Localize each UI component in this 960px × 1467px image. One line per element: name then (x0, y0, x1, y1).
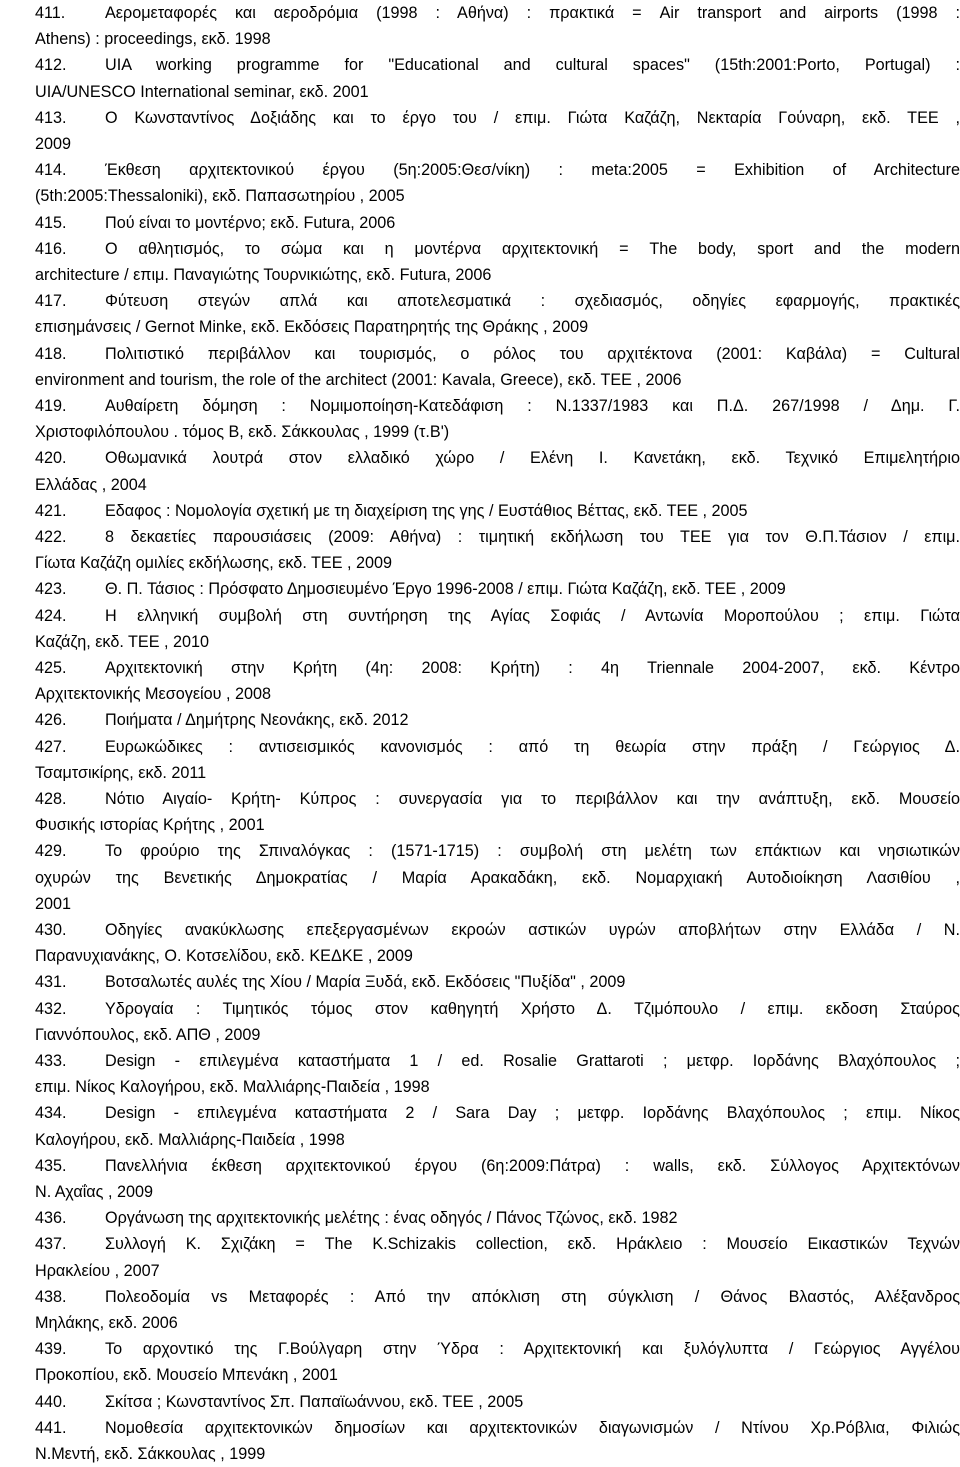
entry-number: 413. (35, 108, 67, 127)
entry-line (0, 341, 960, 367)
entry-line (0, 367, 960, 393)
entry-text: Ο Κωνσταντίνος Δοξιάδης και το έργο του / επιμ. Γιώτα Καζάζη, Νεκταρία Γούναρη, εκδ. ΤΕΕ , (105, 108, 960, 127)
entry-text: Η ελληνική συμβολή στη συντήρηση της Αγίας Σοφιάς / Αντωνία Μοροπούλου ; επιμ. Γιώτα (105, 606, 960, 625)
entry-text: Ελλάδας , 2004 (35, 475, 147, 494)
entry-number: 429. (35, 842, 67, 861)
entry-text: Αρχιτεκτονική στην Κρήτη (4η: 2008: Κρήτη) : 4η Triennale 2004-2007, εκδ. Κέντρο (105, 659, 960, 677)
entry-text: Ο αθλητισμός, το σώμα και η μοντέρνα αρχιτεκτονική = The body, sport and the modern (105, 239, 960, 258)
entry-line (0, 681, 960, 707)
entry-number: 435. (35, 1156, 67, 1175)
entry-text: Παρανυχιανάκης, Ο. Κοτσελίδου, εκδ. ΚΕΔΚΕ , 2009 (35, 947, 413, 966)
entry-number: 419. (35, 397, 67, 415)
entry-line (0, 288, 960, 314)
entry-text: Θ. Π. Τάσιος : Πρόσφατο Δημοσιευμένο Έργο 1996-2008 / επιμ. Γιώτα Καζάζη, εκδ. ΤΕΕ , 2009 (105, 580, 786, 599)
entry-line (0, 1205, 960, 1231)
entry-line (0, 943, 960, 969)
entry-text: Νομοθεσία αρχιτεκτονικών δημοσίων και αρχιτεκτονικών διαγωνισμών / Ντίνου Χρ.Ρόβλια, Φιλιώς (105, 1418, 960, 1437)
entry-text: Μηλάκης, εκδ. 2006 (35, 1314, 178, 1332)
entry-number: 423. (35, 580, 67, 599)
entry-line (0, 445, 960, 471)
entry-number: 434. (35, 1104, 67, 1123)
entry-text: 8 δεκαετίες παρουσιάσεις (2009: Αθήνα) : τιμητική εκδήλωση του ΤΕΕ για τον Θ.Π.Τάσιον / επιμ. (105, 528, 960, 546)
entry-line (0, 917, 960, 943)
entry-number: 424. (35, 606, 67, 625)
entry-number: 441. (35, 1418, 67, 1437)
entry-line (0, 1310, 960, 1336)
entry-number: 415. (35, 213, 67, 232)
entry-line (0, 576, 960, 602)
entry-line (0, 603, 960, 629)
entry-line (0, 1284, 960, 1310)
entry-number: 411. (35, 4, 66, 22)
entry-number: 416. (35, 239, 67, 258)
entry-text: Σκίτσα ; Κωνσταντίνος Σπ. Παπαϊωάννου, εκδ. ΤΕΕ , 2005 (105, 1392, 524, 1411)
entry-number: 433. (35, 1052, 67, 1070)
entry-text: Athens) : proceedings, εκδ. 1998 (35, 30, 271, 49)
entry-text: Το φρούριο της Σπιναλόγκας : (1571-1715) : συμβολή στη μελέτη των επάκτιων και νησιωτικών (105, 842, 960, 861)
entry-line (0, 183, 960, 209)
entry-line (0, 996, 960, 1022)
entry-line (0, 524, 960, 550)
entry-text: Καζάζη, εκδ. ΤΕΕ , 2010 (35, 632, 210, 651)
entry-line (0, 1153, 960, 1179)
entry-line (0, 1074, 960, 1100)
entry-line (0, 760, 960, 786)
entry-line (0, 865, 960, 891)
entry-text: Βοτσαλωτές αυλές της Χίου / Μαρία Ξυδά, εκδ. Εκδόσεις "Πυξίδα" , 2009 (105, 973, 626, 992)
entry-text: Καλογήρου, εκδ. Μαλλιάρης-Παιδεία , 1998 (35, 1130, 345, 1149)
entry-text: UIA working programme for "Educational and cultural spaces" (15th:2001:Porto, Portugal) : (105, 56, 960, 75)
entry-line (0, 1441, 960, 1467)
entry-number: 425. (35, 659, 67, 677)
entry-text: επιμ. Νίκος Καλογήρου, εκδ. Μαλλιάρης-Παιδεία , 1998 (35, 1078, 430, 1097)
entry-text: Φυσικής ιστορίας Κρήτης , 2001 (35, 816, 265, 835)
entry-number: 430. (35, 921, 67, 939)
entry-line (0, 1022, 960, 1048)
entry-text: Πολεοδομία vs Μεταφορές : Από την απόκλιση στη σύγκλιση / Θάνος Βλαστός, Αλέξανδρος (105, 1287, 960, 1306)
entry-text: Design - επιλεγμένα καταστήματα 1 / ed. Rosalie Grattaroti ; μετφρ. Ιορδάνης Βλαχόπουλος ; (105, 1052, 960, 1070)
entry-number: 421. (35, 501, 67, 520)
entry-line (0, 1231, 960, 1257)
entry-line (0, 79, 960, 105)
entry-text: οχυρών της Βενετικής Δημοκρατίας / Μαρία Αρακαδάκη, εκδ. Νομαρχιακή Αυτοδιοίκηση Λασιθίου , (35, 868, 960, 887)
entry-text: Νότιο Αιγαίο- Κρήτη- Κύπρος : συνεργασία για το περιβάλλον και την ανάπτυξη, εκδ. Μουσείο (105, 790, 960, 808)
entry-line (0, 786, 960, 812)
entry-line (0, 393, 960, 419)
entry-number: 427. (35, 737, 67, 756)
entry-number: 437. (35, 1235, 67, 1254)
entry-line (0, 1389, 960, 1415)
entry-text: Γιαννόπουλος, εκδ. ΑΠΘ , 2009 (35, 1025, 261, 1044)
entry-text: Αρχιτεκτονικής Μεσογείου , 2008 (35, 685, 272, 704)
entry-text: Ηρακλείου , 2007 (35, 1261, 160, 1280)
entry-line (0, 629, 960, 655)
entry-line (0, 314, 960, 340)
entry-line (0, 262, 960, 288)
entry-line (0, 236, 960, 262)
entry-number: 412. (35, 56, 67, 75)
entry-line (0, 131, 960, 157)
entry-number: 436. (35, 1209, 67, 1228)
entry-text: Οθωμανικά λουτρά στον ελλαδικό χώρο / Ελένη Ι. Κανετάκη, εκδ. Τεχνικό Επιμελητήριο (105, 449, 960, 468)
entry-text: 2009 (35, 135, 72, 153)
entry-text: Οργάνωση της αρχιτεκτονικής μελέτης : ένας οδηγός / Πάνος Τζώνος, εκδ. 1982 (105, 1209, 678, 1228)
entry-text: Ευρωκώδικες : αντισεισμικός κανονισμός : από τη θεωρία στην πράξη / Γεώργιος Δ. (105, 737, 960, 756)
entry-text: Φύτευση στεγών απλά και αποτελεσματικά : σχεδιασμός, οδηγίες εφαρμογής, πρακτικές (105, 292, 960, 311)
entry-text: Ποιήματα / Δημήτρης Νεονάκης, εκδ. 2012 (105, 711, 409, 730)
entry-number: 438. (35, 1287, 67, 1306)
entry-line (0, 969, 960, 995)
entry-line (0, 1048, 960, 1074)
entry-number: 439. (35, 1340, 67, 1359)
entry-number: 417. (35, 292, 67, 311)
entry-line (0, 210, 960, 236)
entry-number: 422. (35, 528, 67, 546)
entry-line (0, 1415, 960, 1441)
entry-line (0, 550, 960, 576)
entry-text: Αυθαίρετη δόμηση : Νομιμοποίηση-Κατεδάφιση : Ν.1337/1983 και Π.Δ. 267/1998 / Δημ. Γ. (105, 397, 960, 415)
entry-number: 426. (35, 711, 67, 730)
entry-text: Συλλογή Κ. Σχιζάκη = The K.Schizakis collection, εκδ. Ηράκλειο : Μουσείο Εικαστικών Τεχνών (105, 1235, 960, 1254)
entry-text: Πανελλήνια έκθεση αρχιτεκτονικού έργου (6η:2009:Πάτρα) : walls, εκδ. Σύλλογος Αρχιτεκτόνων (105, 1156, 960, 1175)
entry-text: Design - επιλεγμένα καταστήματα 2 / Sara Day ; μετφρ. Ιορδάνης Βλαχόπουλος ; επιμ. Νίκος (105, 1104, 960, 1123)
entry-text: architecture / επιμ. Παναγιώτης Τουρνικιώτης, εκδ. Futura, 2006 (35, 266, 492, 284)
entry-line (0, 1100, 960, 1126)
entry-line (0, 891, 960, 917)
entry-line (0, 1127, 960, 1153)
entry-line (0, 26, 960, 52)
entry-text: (5th:2005:Thessaloniki), εκδ. Παπασωτηρίου , 2005 (35, 187, 405, 206)
entry-number: 414. (35, 161, 67, 180)
entry-line (0, 498, 960, 524)
entry-line (0, 1258, 960, 1284)
entry-line (0, 52, 960, 78)
entry-text: Χριστοφιλόπουλου . τόμος Β, εκδ. Σάκκουλας , 1999 (τ.Β') (35, 423, 450, 442)
entry-text: environment and tourism, the role of the architect (2001: Kavala, Greece), εκδ. ΤΕΕ , 2006 (35, 370, 682, 389)
entry-text: Πολιτιστικό περιβάλλον και τουρισμός, ο ρόλος του αρχιτέκτονα (2001: Καβάλα) = Cultural (105, 344, 960, 363)
entry-text: Έκθεση αρχιτεκτονικού έργου (5η:2005:Θεσ/νίκη) : meta:2005 = Exhibition of Architecture (105, 161, 960, 180)
entry-line (0, 0, 960, 26)
entry-line (0, 655, 960, 681)
entry-number: 428. (35, 790, 67, 808)
entry-number: 431. (35, 973, 67, 992)
entry-text: επισημάνσεις / Gernot Minke, εκδ. Εκδόσεις Παρατηρητής της Θράκης , 2009 (35, 318, 589, 337)
entry-text: Πού είναι το μοντέρνο; εκδ. Futura, 2006 (105, 213, 396, 232)
entry-line (0, 419, 960, 445)
entry-text: Ν. Αχαΐας , 2009 (35, 1183, 153, 1201)
entry-text: Υδρογαία : Τιμητικός τόμος στον καθηγητή Χρήστο Δ. Τζιμόπουλο / επιμ. εκδοση Σταύρος (105, 999, 960, 1018)
entry-line (0, 734, 960, 760)
entry-line (0, 157, 960, 183)
entry-text: Ν.Μεντή, εκδ. Σάκκουλας , 1999 (35, 1445, 266, 1463)
entry-line (0, 105, 960, 131)
entry-text: Εδαφος : Νομολογία σχετική με τη διαχείριση της γης / Ευστάθιος Βέττας, εκδ. ΤΕΕ , 2005 (105, 501, 748, 520)
entry-line (0, 1336, 960, 1362)
entry-text: UIA/UNESCO International seminar, εκδ. 2001 (35, 82, 369, 101)
entry-text: Προκοπίου, εκδ. Μουσείο Μπενάκη , 2001 (35, 1366, 338, 1385)
entry-line (0, 1179, 960, 1205)
entry-line (0, 812, 960, 838)
entry-text: Γίωτα Καζάζη ομιλίες εκδήλωσης, εκδ. ΤΕΕ , 2009 (35, 554, 393, 573)
entry-text: Τσαμτσικίρης, εκδ. 2011 (35, 763, 207, 782)
entry-number: 418. (35, 344, 67, 363)
entry-text: 2001 (35, 894, 72, 913)
entry-text: Το αρχοντικό της Γ.Βούλγαρη στην Ύδρα : Αρχιτεκτονική και ξυλόγλυπτα / Γεώργιος Αγγέλου (105, 1340, 960, 1359)
entry-number: 440. (35, 1392, 67, 1411)
entry-text: Οδηγίες ανακύκλωσης επεξεργασμένων εκροών αστικών υγρών αποβλήτων στην Ελλάδα / Ν. (105, 921, 960, 939)
entry-number: 432. (35, 999, 67, 1018)
entry-line (0, 707, 960, 733)
entry-line (0, 838, 960, 864)
entry-number: 420. (35, 449, 67, 468)
entry-line (0, 472, 960, 498)
entry-line (0, 1362, 960, 1388)
entry-text: Αερομεταφορές και αεροδρόμια (1998 : Αθήνα) : πρακτικά = Air transport and airports (1998 : (105, 4, 960, 22)
